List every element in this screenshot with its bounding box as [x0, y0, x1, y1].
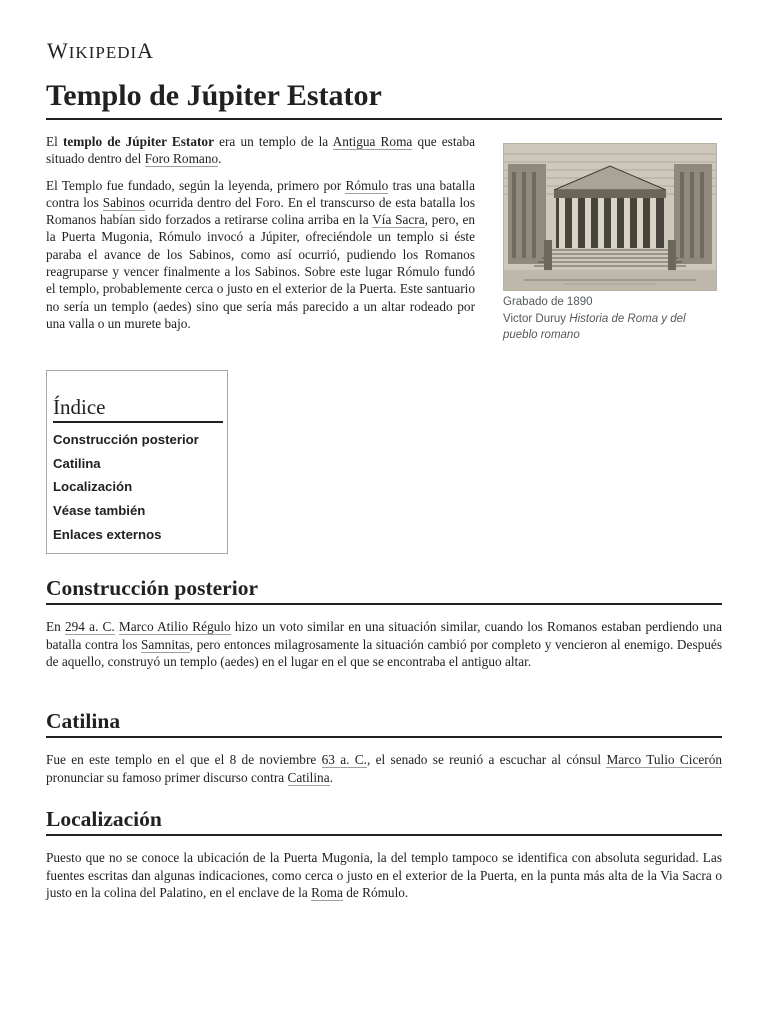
link-sabinos[interactable]: Sabinos [102, 194, 145, 210]
page-title: Templo de Júpiter Estator [46, 77, 722, 120]
link-foro-romano[interactable]: Foro Romano [144, 151, 219, 167]
paragraph-localizacion: Puesto que no se conoce la ubicación de la Puerta Mugonia, la del templo tampoco se identifica con absoluta seguridad. Las fuentes escritas dan algunas indicaciones, como cerca o justo en el exterior de la Puerta, en la punta más alta de la Via Sacra o justo en la colina del Palatino, en el enclave de la Roma de Rómulo. [46, 850, 722, 900]
toc-title: Índice [53, 393, 223, 423]
caption-source: Victor Duruy Historia de Roma y del pueblo romano [503, 312, 686, 341]
temple-figure [503, 143, 717, 344]
intro-paragraph-1: El templo de Júpiter Estator era un templo de la Antigua Roma que estaba situado dentro del Foro Romano. [46, 134, 475, 167]
link-samnitas[interactable]: Samnitas [141, 636, 190, 652]
toc-item-vease-tambien[interactable]: Véase también [53, 503, 146, 519]
link-294-ac[interactable]: 294 a. C. [64, 619, 115, 634]
toc-list [53, 428, 227, 547]
intro-paragraph-2: El Templo fue fundado, según la leyenda, primero por Rómulo tras una batalla contra los Sabinos ocurrida dentro del Foro. En el transcurso de esta batalla los Romanos habían sido forzados a retirarse colina arriba en la Vía Sacra, pero, en la Puerta Mugonia, Rómulo invocó a Júpiter, ofreciéndole un templo si éste paraba el avance de los Sabinos, como así ocurrió, pudiendo los Romanos reagruparse y vencer finalmente a los Sabinos. Sobre este lugar Rómulo fundó el templo, probablemente cerca o justo en el exterior de la Puerta. Este santuario no sería un templo (aedes) sino que sería más parecido a un altar rodeado por una valla o un murete bajo. [46, 177, 476, 331]
link-marco-tulio-ciceron[interactable]: Marco Tulio Cicerón [606, 752, 722, 767]
temple-engraving-drawing [504, 144, 716, 290]
toc-item-construccion[interactable]: Construcción posterior [53, 432, 199, 447]
wordmark-smallcaps: IKIPEDI [68, 43, 138, 62]
temple-engraving-image[interactable] [503, 143, 717, 291]
link-catilina[interactable]: Catilina [287, 769, 330, 785]
intro-text [46, 133, 475, 341]
caption-work-title: Historia de Roma y del pueblo romano [503, 312, 686, 341]
toc-item-enlaces-externos[interactable]: Enlaces externos [53, 526, 162, 542]
wordmark-final: A [137, 38, 155, 63]
caption-date: Grabado de 1890 [503, 296, 593, 308]
link-roma[interactable]: Roma [311, 885, 343, 900]
wordmark-initial: W [47, 38, 69, 63]
link-marco-atilio-regulo[interactable]: Marco Atilio Régulo [118, 619, 231, 634]
link-romulo[interactable]: Rómulo [345, 177, 389, 193]
link-63-ac[interactable]: 63 a. C. [321, 752, 367, 767]
figure-caption [503, 294, 717, 344]
toc-item-catilina[interactable]: Catilina [53, 455, 101, 471]
link-via-sacra[interactable]: Vía Sacra [372, 212, 425, 228]
heading-catilina: Catilina [46, 707, 722, 738]
paragraph-construccion: En 294 a. C. Marco Atilio Régulo hizo un voto similar en una situación similar, cuando los Romanos estaban perdiendo una batalla contra los Samnitas, pero entonces milagrosamente la situación cambió por completo y vencieron al enemigo. Después de aquello, construyó un templo (aedes) en el lugar en el que se encontraba el antiguo altar. [46, 619, 722, 669]
heading-localizacion: Localización [46, 805, 722, 836]
toc-item-localizacion[interactable]: Localización [53, 479, 133, 495]
article-subject-bold: templo de Júpiter Estator [62, 134, 214, 149]
paragraph-catilina: Fue en este templo en el que el 8 de noviembre 63 a. C., el senado se reunió a escuchar al cónsul Marco Tulio Cicerón pronunciar su famoso primer discurso contra Catilina. [46, 752, 722, 785]
link-antigua-roma[interactable]: Antigua Roma [332, 134, 413, 149]
wikipedia-wordmark[interactable] [47, 38, 154, 64]
table-of-contents [46, 370, 228, 554]
heading-construccion-posterior: Construcción posterior [46, 574, 722, 605]
